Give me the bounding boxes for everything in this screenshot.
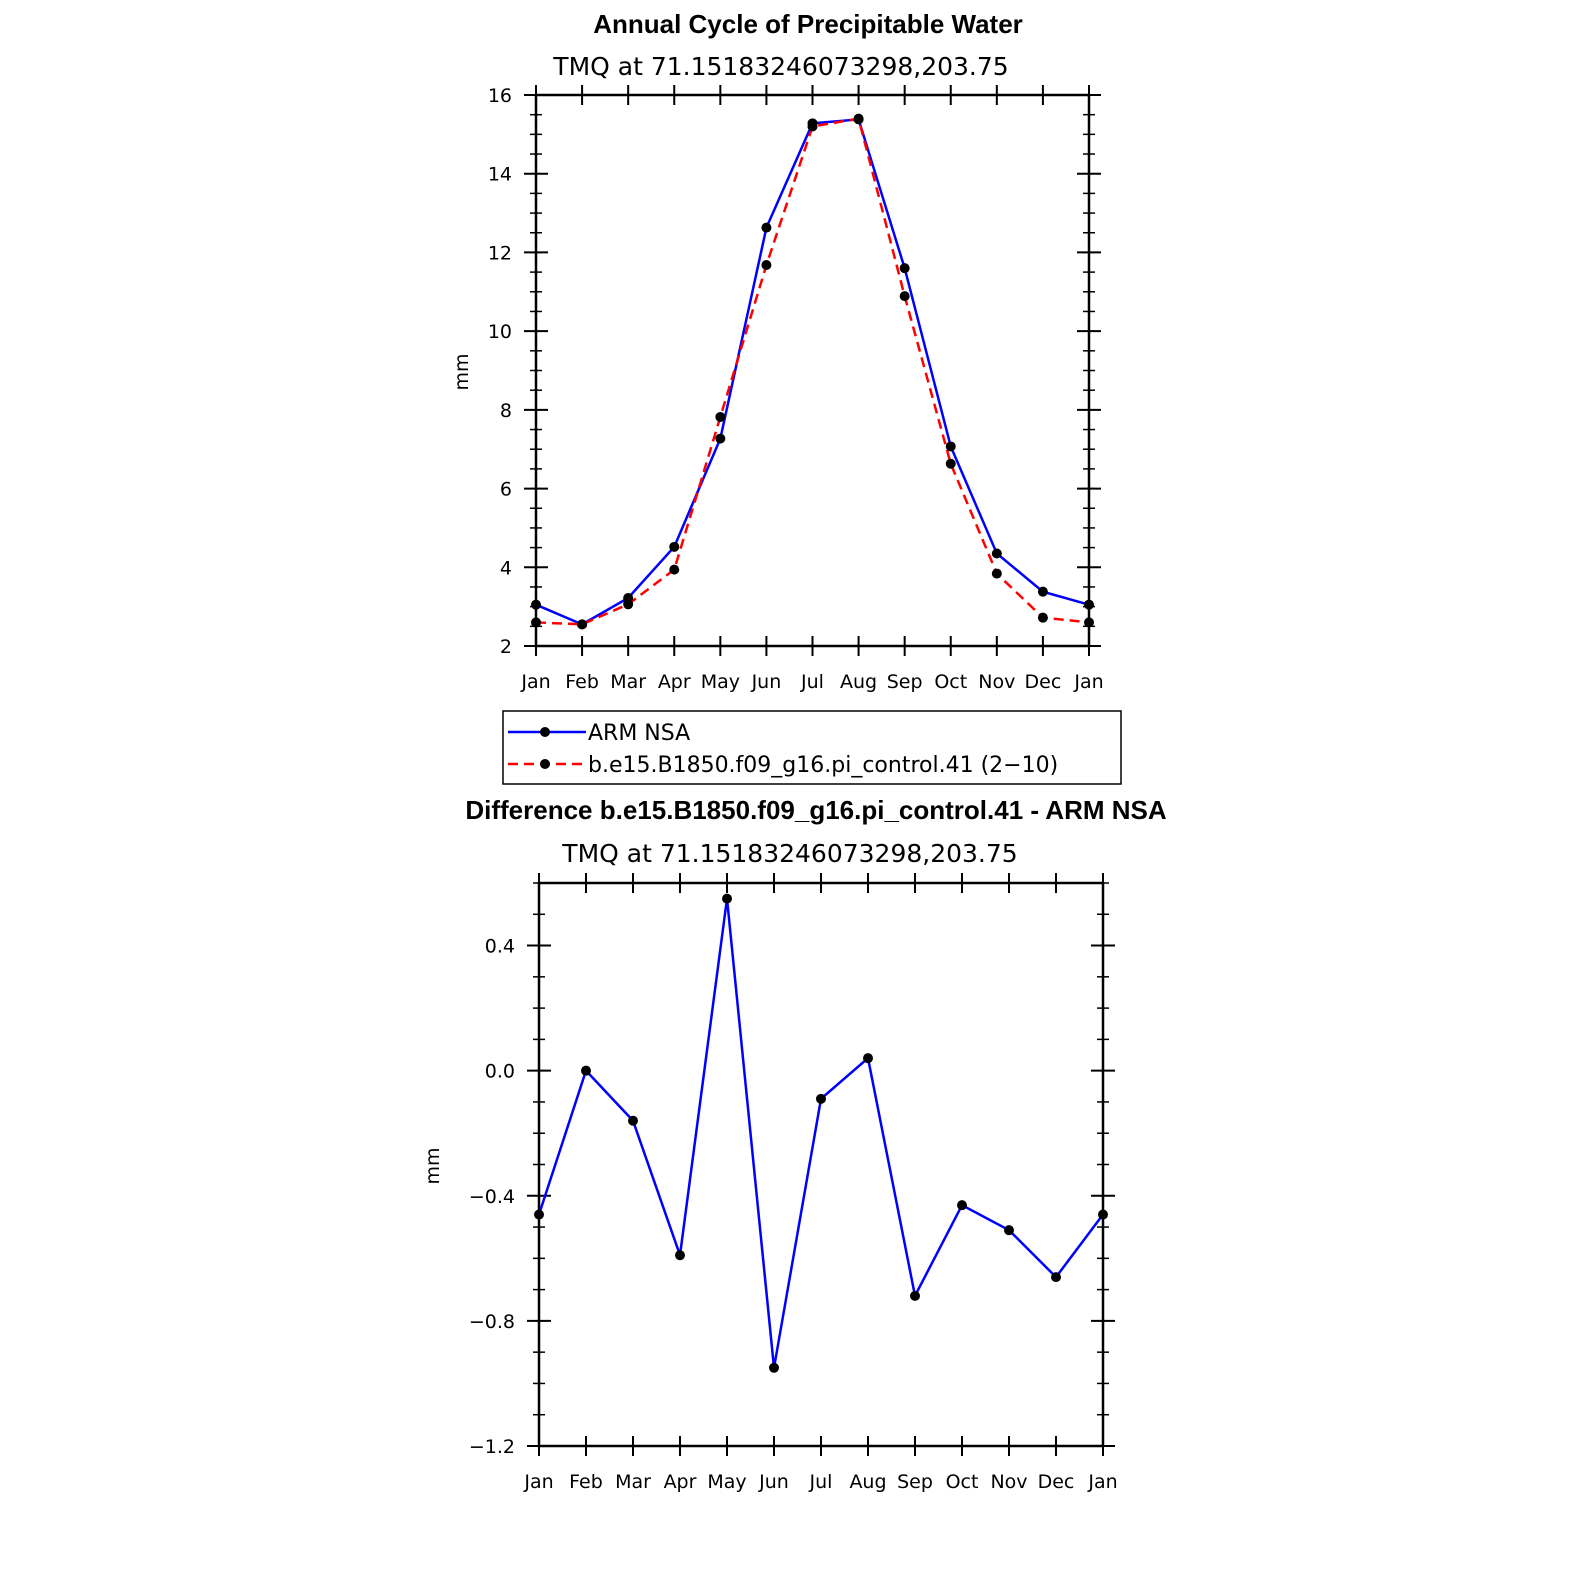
legend-item-model xyxy=(508,753,1058,778)
legend-label-model: b.e15.B1850.f09_g16.pi_control.41 (2−10) xyxy=(588,753,1059,778)
x-tick-label: Mar xyxy=(610,671,647,693)
x-tick-label: Jun xyxy=(751,671,782,693)
data-point xyxy=(715,412,725,422)
series-line-1 xyxy=(536,119,1089,625)
chart1-subtitle: TMQ at 71.15183246073298,203.75 xyxy=(553,52,1009,81)
chart-difference xyxy=(422,795,1167,1493)
y-tick-label: 10 xyxy=(487,321,512,344)
chart2-series xyxy=(534,894,1108,1373)
x-tick-label: Aug xyxy=(840,671,878,693)
data-point xyxy=(808,121,818,131)
x-tick-label: Mar xyxy=(615,1471,651,1493)
x-tick-label: May xyxy=(707,1471,747,1493)
data-point xyxy=(1051,1272,1061,1282)
data-point xyxy=(531,600,541,610)
data-point xyxy=(1038,587,1048,597)
chart2-ticks xyxy=(527,873,1115,1456)
series-line-0 xyxy=(536,119,1089,624)
chart1-series xyxy=(531,114,1094,630)
data-point xyxy=(769,1363,779,1373)
y-tick-label: 4 xyxy=(499,557,512,580)
x-tick-label: Feb xyxy=(569,1471,603,1493)
x-tick-label: Sep xyxy=(886,671,923,693)
data-point xyxy=(854,114,864,124)
data-point xyxy=(1084,600,1094,610)
chart1-y-tick-labels xyxy=(488,85,512,658)
chart1-legend xyxy=(503,711,1121,784)
data-point xyxy=(581,1066,591,1076)
chart1-plot-frame xyxy=(536,95,1089,646)
chart2-plot-frame xyxy=(539,883,1103,1446)
chart1-ticks xyxy=(524,85,1101,656)
data-point xyxy=(1038,613,1048,623)
x-tick-label: Apr xyxy=(657,671,691,693)
y-tick-label: 0.4 xyxy=(484,935,515,958)
x-tick-label: Apr xyxy=(663,1471,697,1493)
data-point xyxy=(992,549,1002,559)
data-point xyxy=(722,894,732,904)
x-tick-label: Jan xyxy=(1088,1471,1118,1493)
x-tick-label: Jan xyxy=(524,1471,554,1493)
y-tick-label: −1.2 xyxy=(468,1436,515,1458)
legend-marker-model xyxy=(540,759,550,769)
chart2-y-tick-labels xyxy=(469,936,515,1458)
chart-annual-cycle xyxy=(451,9,1121,784)
series-line-0 xyxy=(539,899,1103,1368)
legend-label-obs: ARM NSA xyxy=(588,721,691,746)
data-point xyxy=(669,542,679,552)
y-tick-label: 0.0 xyxy=(484,1060,515,1083)
x-tick-label: Jul xyxy=(801,671,824,693)
y-tick-label: 2 xyxy=(499,636,512,658)
data-point xyxy=(1004,1225,1014,1235)
data-point xyxy=(577,619,587,629)
x-tick-label: Nov xyxy=(978,671,1016,693)
x-tick-label: Jan xyxy=(521,671,551,693)
data-point xyxy=(669,565,679,575)
data-point xyxy=(534,1210,544,1220)
x-tick-label: May xyxy=(700,671,740,693)
data-point xyxy=(1098,1210,1108,1220)
x-tick-label: Oct xyxy=(934,671,968,693)
data-point xyxy=(715,434,725,444)
data-point xyxy=(761,260,771,270)
x-tick-label: Feb xyxy=(565,671,599,693)
x-tick-label: Jun xyxy=(759,1471,789,1493)
y-tick-label: 12 xyxy=(487,242,512,265)
chart2-x-tick-labels xyxy=(523,1471,1117,1493)
data-point xyxy=(900,291,910,301)
data-point xyxy=(863,1053,873,1063)
data-point xyxy=(628,1116,638,1126)
x-tick-label: Jul xyxy=(809,1471,833,1493)
data-point xyxy=(957,1200,967,1210)
data-point xyxy=(623,599,633,609)
x-tick-label: Dec xyxy=(1037,1471,1075,1493)
data-point xyxy=(1084,617,1094,627)
x-tick-label: Sep xyxy=(897,1471,933,1493)
y-tick-label: −0.8 xyxy=(468,1310,515,1333)
y-tick-label: 16 xyxy=(487,85,512,107)
legend-marker-obs xyxy=(540,727,550,737)
x-tick-label: Nov xyxy=(990,1471,1028,1493)
data-point xyxy=(946,459,956,469)
x-tick-label: Oct xyxy=(945,1471,979,1493)
y-tick-label: −0.4 xyxy=(468,1185,515,1208)
y-tick-label: 8 xyxy=(499,399,512,422)
data-point xyxy=(910,1291,920,1301)
data-point xyxy=(946,441,956,451)
x-tick-label: Aug xyxy=(849,1471,887,1493)
data-point xyxy=(531,617,541,627)
y-tick-label: 14 xyxy=(487,163,512,186)
chart2-subtitle: TMQ at 71.15183246073298,203.75 xyxy=(562,839,1018,868)
y-tick-label: 6 xyxy=(499,478,512,501)
chart1-y-axis-label: mm xyxy=(451,353,473,391)
data-point xyxy=(816,1094,826,1104)
data-point xyxy=(675,1250,685,1260)
x-tick-label: Jan xyxy=(1074,671,1104,693)
chart2-y-axis-label: mm xyxy=(422,1147,444,1185)
chart1-title: Annual Cycle of Precipitable Water xyxy=(593,9,1023,39)
chart2-title: Difference b.e15.B1850.f09_g16.pi_control.41 - ARM NSA xyxy=(465,795,1167,825)
data-point xyxy=(761,223,771,233)
data-point xyxy=(992,569,1002,579)
data-point xyxy=(900,263,910,273)
chart1-x-tick-labels xyxy=(520,671,1103,693)
x-tick-label: Dec xyxy=(1024,671,1062,693)
